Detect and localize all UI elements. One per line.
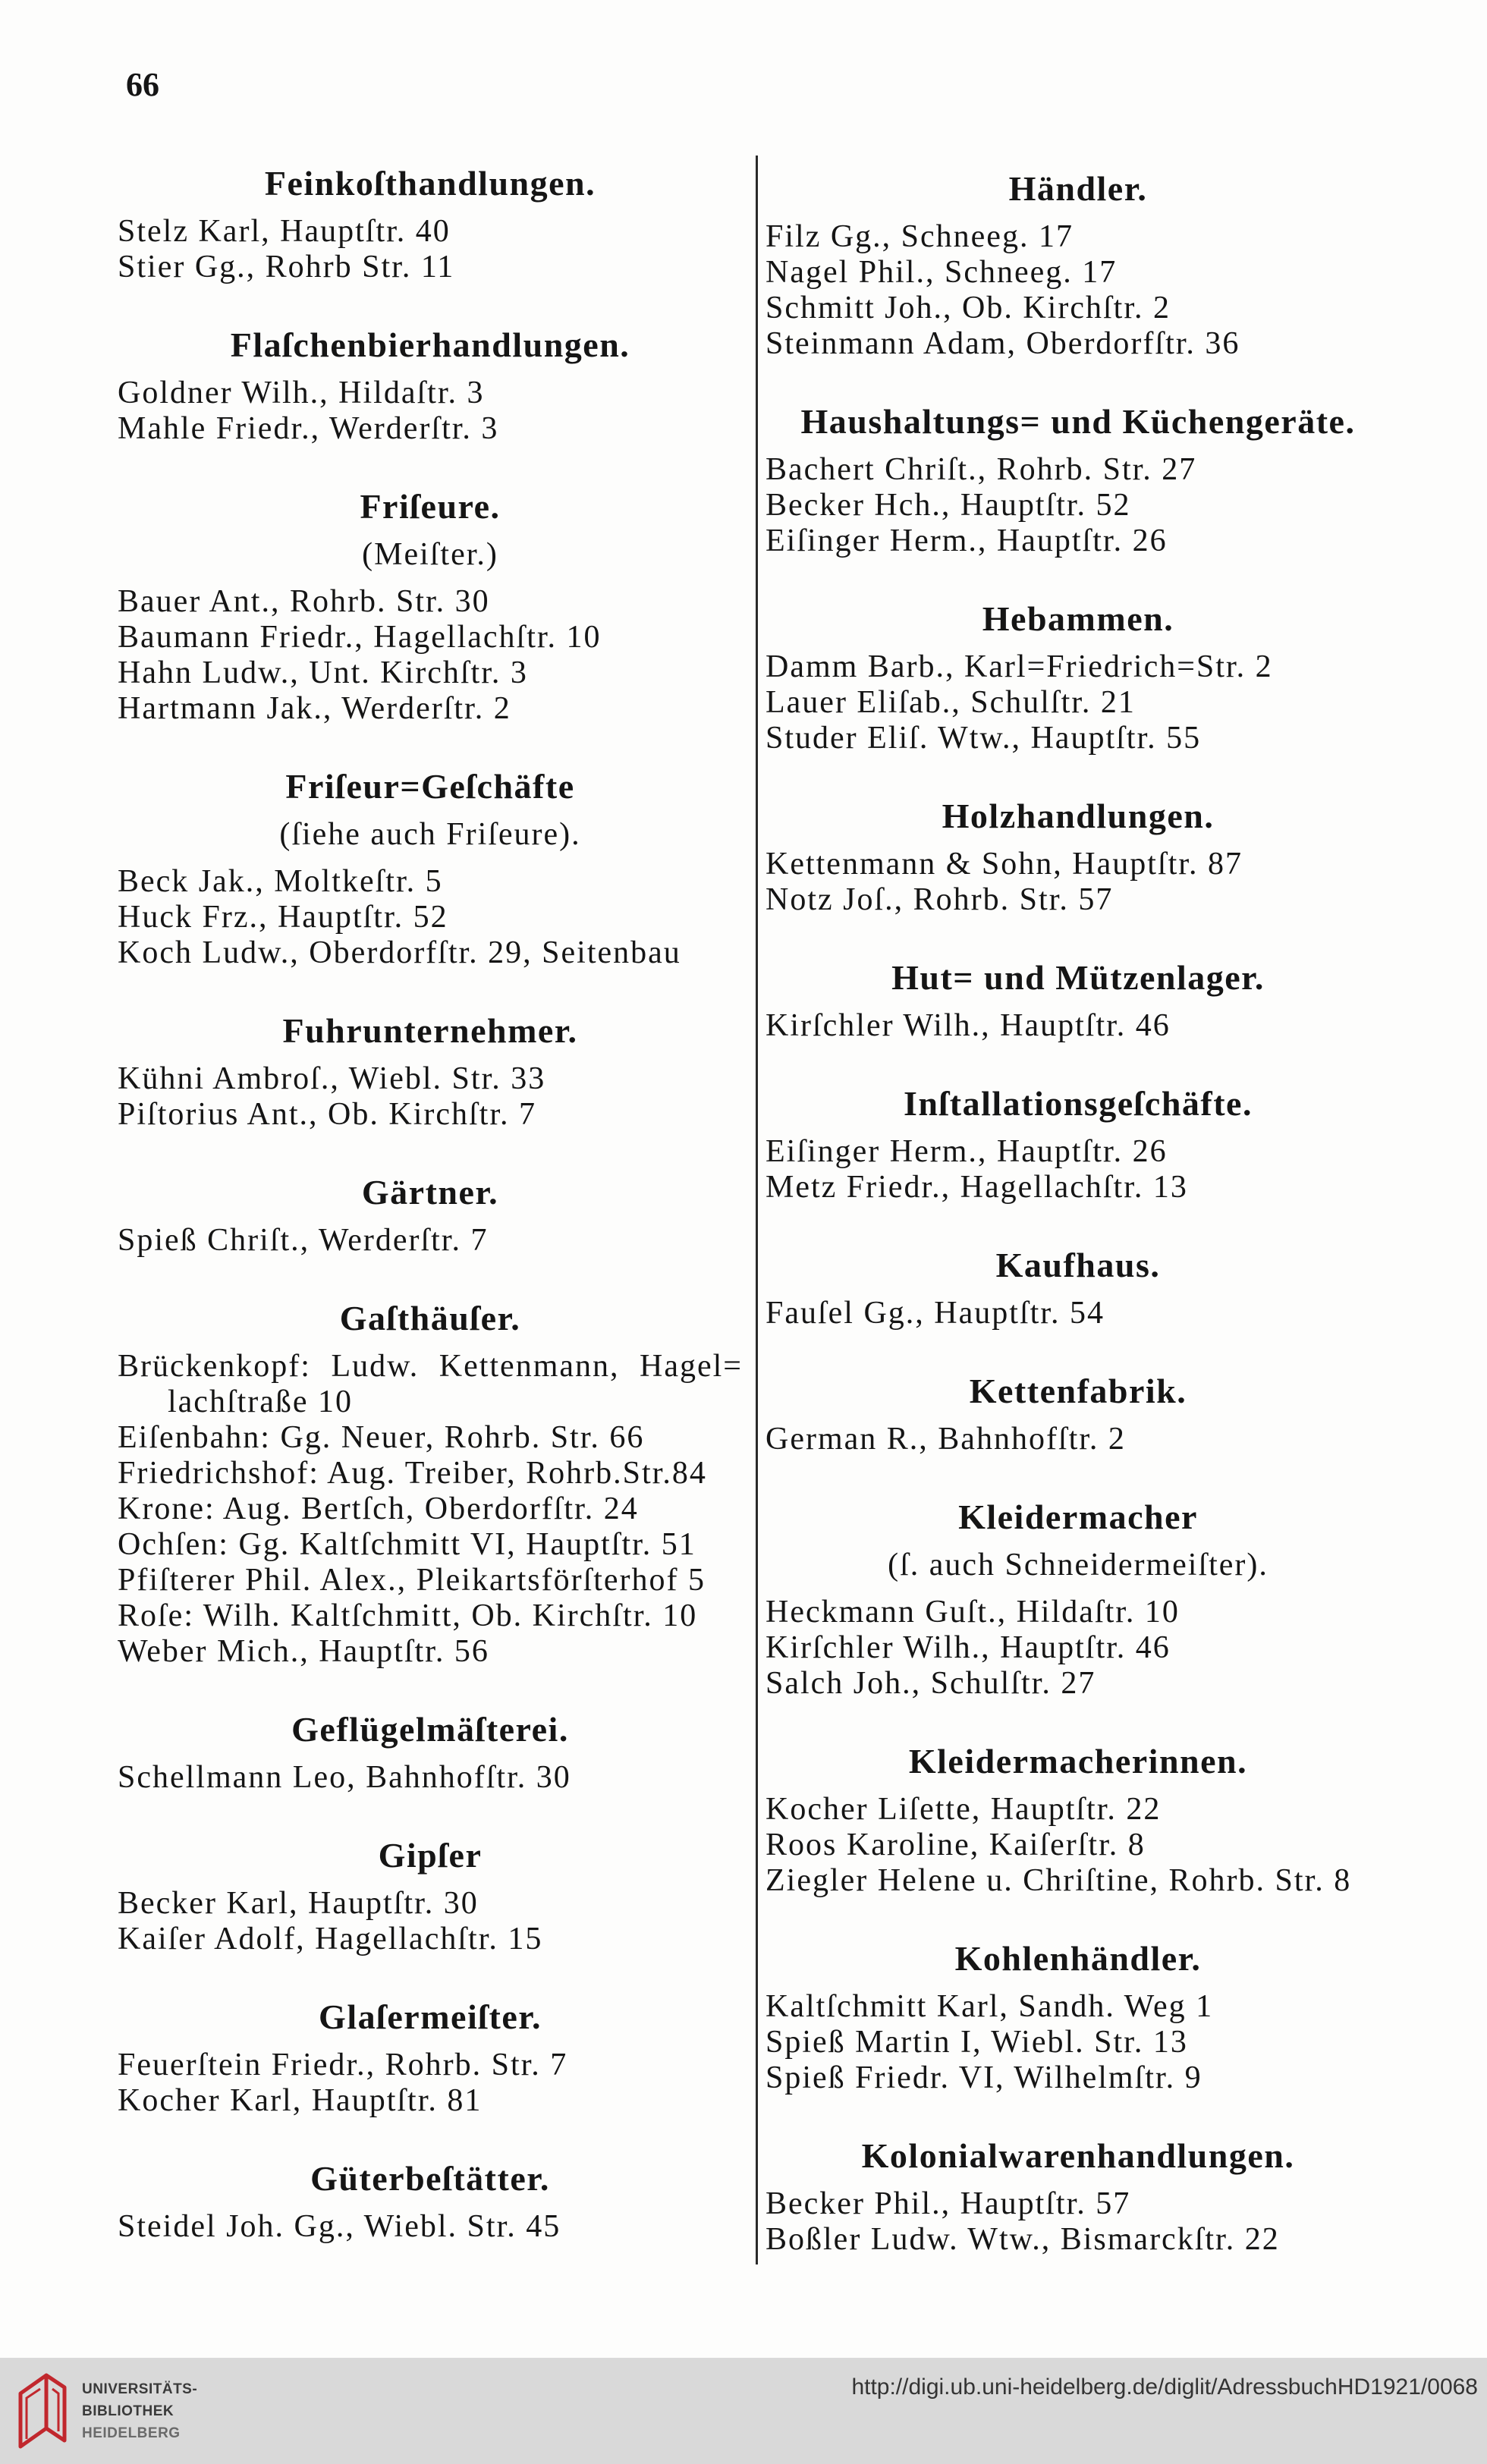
library-name-line: BIBLIOTHEK — [82, 2403, 174, 2419]
directory-entry: Becker Hch., Hauptſtr. 52 — [766, 488, 1131, 523]
directory-entry: Stier Gg., Rohrb Str. 11 — [118, 250, 455, 284]
entry-line: Brückenkopf: Ludw. Kettenmann, Hagel= — [118, 1349, 743, 1384]
footer-band — [0, 2358, 1487, 2464]
section-heading: Feinkoſthandlungen. — [264, 164, 596, 203]
section-heading: Inſtallationsgeſchäfte. — [904, 1084, 1253, 1123]
section-heading: Holzhandlungen. — [942, 797, 1215, 835]
section-gaertner — [118, 1171, 743, 1259]
section-holzhandlungen — [766, 795, 1391, 918]
section-heading: Flaſchenbierhandlungen. — [230, 325, 630, 364]
section-heading: Friſeur=Geſchäfte — [285, 767, 575, 806]
library-name-line: UNIVERSITÄTS- — [82, 2381, 198, 2397]
directory-entry: Kettenmann & Sohn, Hauptſtr. 87 — [766, 847, 1243, 882]
section-heading: Hebammen. — [982, 599, 1174, 638]
directory-entry: Steinmann Adam, Oberdorfſtr. 36 — [766, 326, 1240, 361]
section-kleidermacherinnen — [766, 1740, 1391, 1899]
directory-entry: Schellmann Leo, Bahnhofſtr. 30 — [118, 1760, 571, 1795]
directory-entry: Kaiſer Adolf, Hagellachſtr. 15 — [118, 1922, 543, 1956]
directory-entry: Spieß Martin I, Wiebl. Str. 13 — [766, 2025, 1188, 2060]
section-heading: Gärtner. — [361, 1173, 499, 1212]
directory-entry: Hartmann Jak., Werderſtr. 2 — [118, 691, 511, 726]
section-gefluegelmaesterei — [118, 1708, 743, 1796]
directory-entry: Ziegler Helene u. Chriſtine, Rohrb. Str. 8 — [766, 1863, 1352, 1898]
directory-entry: Kirſchler Wilh., Hauptſtr. 46 — [766, 1008, 1171, 1043]
section-friseure — [118, 486, 743, 727]
section-hut-muetzenlager — [766, 957, 1391, 1044]
column-divider — [756, 156, 758, 2264]
directory-entry: Fauſel Gg., Hauptſtr. 54 — [766, 1296, 1105, 1331]
section-heading: Händler. — [1008, 169, 1148, 208]
section-heading: Geflügelmäſterei. — [291, 1710, 569, 1749]
directory-entry: Filz Gg., Schneeg. 17 — [766, 219, 1074, 254]
section-heading: Glaſermeiſter. — [319, 1997, 542, 2036]
directory-entry: Huck Frz., Hauptſtr. 52 — [118, 900, 448, 935]
section-heading: Fuhrunternehmer. — [282, 1011, 578, 1050]
directory-entry: Baumann Friedr., Hagellachſtr. 10 — [118, 620, 602, 655]
section-feinkosthandlungen — [118, 162, 743, 285]
university-library-logo-icon — [16, 2371, 69, 2451]
directory-entry: Becker Karl, Hauptſtr. 30 — [118, 1886, 479, 1921]
section-heading: Hut= und Mützenlager. — [891, 958, 1265, 997]
directory-entry: Mahle Friedr., Werderſtr. 3 — [118, 411, 499, 446]
left-column — [118, 162, 743, 2245]
section-heading: Haushaltungs= und Küchengeräte. — [800, 402, 1356, 441]
directory-entry: Pfiſterer Phil. Alex., Pleikartsförſterhof 5 — [118, 1563, 706, 1598]
section-fuhrunternehmer — [118, 1010, 743, 1133]
library-name-line: HEIDELBERG — [82, 2425, 181, 2441]
section-heading: Gipſer — [378, 1836, 483, 1875]
directory-entry: Kocher Karl, Hauptſtr. 81 — [118, 2083, 483, 2118]
directory-entry: Kühni Ambroſ., Wiebl. Str. 33 — [118, 1061, 546, 1096]
section-kolonialwarenhandlungen — [766, 2135, 1391, 2258]
entry-continuation: lachſtraße 10 — [168, 1384, 354, 1419]
directory-entry: Salch Joh., Schulſtr. 27 — [766, 1666, 1096, 1701]
directory-entry: Ochſen: Gg. Kaltſchmitt VI, Hauptſtr. 51 — [118, 1527, 696, 1562]
section-gueterbestaetter — [118, 2158, 743, 2245]
directory-entry: Heckmann Guſt., Hildaſtr. 10 — [766, 1595, 1180, 1630]
section-installationsgeschaefte — [766, 1083, 1391, 1205]
section-kaufhaus — [766, 1244, 1391, 1331]
section-heading: Kolonialwarenhandlungen. — [861, 2136, 1295, 2175]
source-url: http://digi.ub.uni-heidelberg.de/diglit/AdressbuchHD1921/0068 — [851, 2374, 1478, 2400]
section-note: (ſ. auch Schneidermeiſter). — [888, 1548, 1269, 1582]
directory-entry: Stelz Karl, Hauptſtr. 40 — [118, 214, 451, 249]
section-glasermeister — [118, 1996, 743, 2119]
directory-entry: German R., Bahnhofſtr. 2 — [766, 1422, 1126, 1457]
directory-entry: Metz Friedr., Hagellachſtr. 13 — [766, 1170, 1188, 1205]
directory-entry: Eiſinger Herm., Hauptſtr. 26 — [766, 523, 1168, 558]
directory-entry: Kocher Liſette, Hauptſtr. 22 — [766, 1792, 1162, 1827]
directory-entry: Bauer Ant., Rohrb. Str. 30 — [118, 584, 490, 619]
section-note: (ſiehe auch Friſeure). — [279, 817, 581, 852]
section-heading: Friſeure. — [360, 487, 501, 526]
directory-entry: Feuerſtein Friedr., Rohrb. Str. 7 — [118, 2048, 568, 2082]
section-flaschenbierhandlungen — [118, 324, 743, 447]
directory-entry: Piſtorius Ant., Ob. Kirchſtr. 7 — [118, 1097, 537, 1132]
section-heading: Kleidermacher — [958, 1498, 1198, 1536]
directory-entry: Friedrichshof: Aug. Treiber, Rohrb.Str.84 — [118, 1456, 707, 1491]
directory-entry: Notz Joſ., Rohrb. Str. 57 — [766, 882, 1114, 917]
directory-entry: Koch Ludw., Oberdorfſtr. 29, Seitenbau — [118, 935, 681, 970]
section-hebammen — [766, 598, 1391, 756]
section-kleidermacher — [766, 1496, 1391, 1702]
directory-entry: Hahn Ludw., Unt. Kirchſtr. 3 — [118, 655, 528, 690]
directory-entry: Spieß Friedr. VI, Wilhelmſtr. 9 — [766, 2060, 1202, 2095]
directory-entry: Goldner Wilh., Hildaſtr. 3 — [118, 376, 485, 410]
directory-entry: Boßler Ludw. Wtw., Bismarckſtr. 22 — [766, 2222, 1280, 2257]
directory-entry: Damm Barb., Karl=Friedrich=Str. 2 — [766, 649, 1273, 684]
section-heading: Kleidermacherinnen. — [908, 1742, 1248, 1780]
directory-entry: Roos Karoline, Kaiſerſtr. 8 — [766, 1828, 1146, 1862]
page-number: 66 — [126, 66, 159, 103]
directory-entry: Krone: Aug. Bertſch, Oberdorfſtr. 24 — [118, 1491, 639, 1526]
directory-entry: Beck Jak., Moltkeſtr. 5 — [118, 864, 443, 899]
section-kettenfabrik — [766, 1370, 1391, 1457]
directory-entry: Spieß Chriſt., Werderſtr. 7 — [118, 1223, 489, 1258]
right-column — [766, 168, 1391, 2258]
directory-entry: Schmitt Joh., Ob. Kirchſtr. 2 — [766, 291, 1171, 325]
directory-entry: Becker Phil., Hauptſtr. 57 — [766, 2186, 1131, 2221]
directory-entry: Lauer Eliſab., Schulſtr. 21 — [766, 685, 1136, 720]
section-gipser — [118, 1834, 743, 1957]
directory-entry: Nagel Phil., Schneeg. 17 — [766, 255, 1118, 290]
section-haushaltungs-kuechengeraete — [766, 401, 1391, 559]
directory-entry: Bachert Chriſt., Rohrb. Str. 27 — [766, 452, 1197, 487]
section-heading: Gaſthäuſer. — [339, 1299, 521, 1337]
directory-entry: Weber Mich., Hauptſtr. 56 — [118, 1634, 489, 1669]
section-haendler — [766, 168, 1391, 362]
section-friseur-geschaefte — [118, 765, 743, 971]
directory-entry — [118, 1349, 743, 1420]
directory-entry: Steidel Joh. Gg., Wiebl. Str. 45 — [118, 2209, 561, 2244]
directory-entry: Kirſchler Wilh., Hauptſtr. 46 — [766, 1630, 1171, 1665]
directory-entry: Kaltſchmitt Karl, Sandh. Weg 1 — [766, 1989, 1214, 2024]
section-note: (Meiſter.) — [362, 537, 498, 572]
directory-entry: Eiſenbahn: Gg. Neuer, Rohrb. Str. 66 — [118, 1420, 645, 1455]
section-heading: Kaufhaus. — [995, 1246, 1161, 1284]
directory-entry: Roſe: Wilh. Kaltſchmitt, Ob. Kirchſtr. 10 — [118, 1598, 698, 1633]
directory-entry: Studer Eliſ. Wtw., Hauptſtr. 55 — [766, 721, 1202, 756]
section-heading: Kohlenhändler. — [954, 1939, 1202, 1978]
section-kohlenhaendler — [766, 1938, 1391, 2096]
directory-entry: Eiſinger Herm., Hauptſtr. 26 — [766, 1134, 1168, 1169]
section-heading: Güterbeſtätter. — [310, 2159, 550, 2198]
library-name — [82, 2378, 197, 2444]
section-heading: Kettenfabrik. — [969, 1372, 1187, 1410]
section-gasthaeuser — [118, 1297, 743, 1670]
